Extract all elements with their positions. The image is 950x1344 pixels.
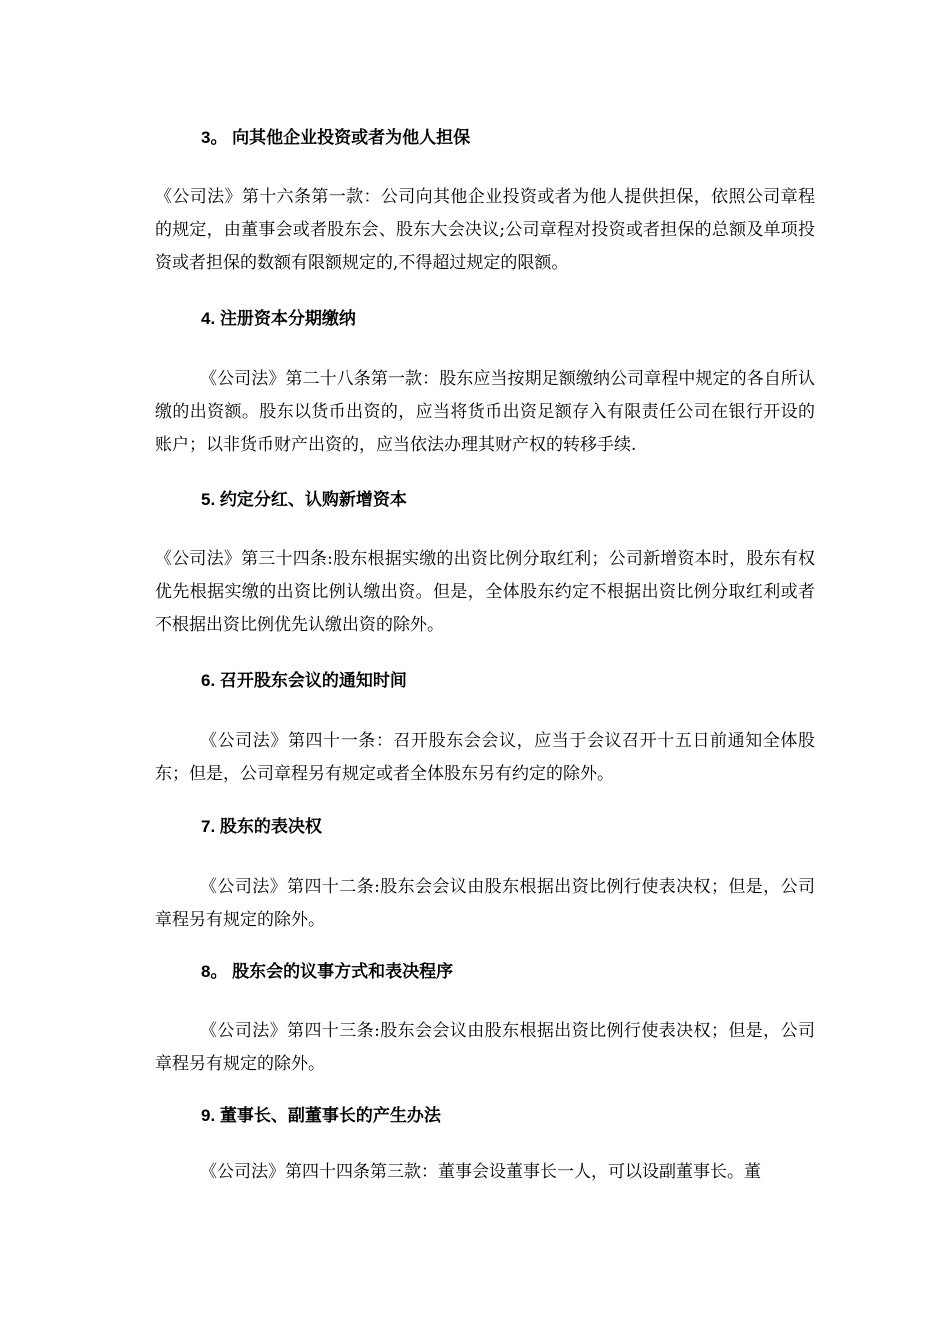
section-8-heading: 8。 股东会的议事方式和表决程序 [201, 962, 454, 981]
section-5-body: 《公司法》第三十四条:股东根据实缴的出资比例分取红利；公司新增资本时，股东有权优先根据实缴的出资比例认缴出资。但是，全体股东约定不根据出资比例分取红利或者不根据出资比例优先认缴出资的除外。 [155, 549, 815, 635]
section-9-heading: 9. 董事长、副董事长的产生办法 [201, 1106, 441, 1125]
section-4-heading: 4. 注册资本分期缴纳 [201, 309, 356, 328]
section-8-body: 《公司法》第四十三条:股东会会议由股东根据出资比例行使表决权；但是，公司章程另有规定的除外。 [155, 1021, 815, 1074]
section-7-heading: 7. 股东的表决权 [201, 817, 322, 836]
section-5-heading: 5. 约定分红、认购新增资本 [201, 490, 407, 509]
section-7-body: 《公司法》第四十二条:股东会会议由股东根据出资比例行使表决权；但是，公司章程另有规定的除外。 [155, 877, 815, 930]
section-3-body: 《公司法》第十六条第一款：公司向其他企业投资或者为他人提供担保，依照公司章程的规定，由董事会或者股东会、股东大会决议;公司章程对投资或者担保的总额及单项投资或者担保的数额有限额规定的,不得超过规定的限额。 [155, 187, 815, 273]
section-6-heading: 6. 召开股东会议的通知时间 [201, 671, 407, 690]
section-9-body: 《公司法》第四十四条第三款：董事会设董事长一人，可以设副董事长。董 [200, 1162, 761, 1182]
section-4-body: 《公司法》第二十八条第一款：股东应当按期足额缴纳公司章程中规定的各自所认缴的出资额。股东以货币出资的，应当将货币出资足额存入有限责任公司在银行开设的账户；以非货币财产出资的，应当依法办理其财产权的转移手续. [155, 369, 815, 455]
section-6-body: 《公司法》第四十一条：召开股东会会议，应当于会议召开十五日前通知全体股东；但是，公司章程另有规定或者全体股东另有约定的除外。 [155, 731, 815, 784]
section-3-heading: 3。 向其他企业投资或者为他人担保 [201, 128, 471, 147]
